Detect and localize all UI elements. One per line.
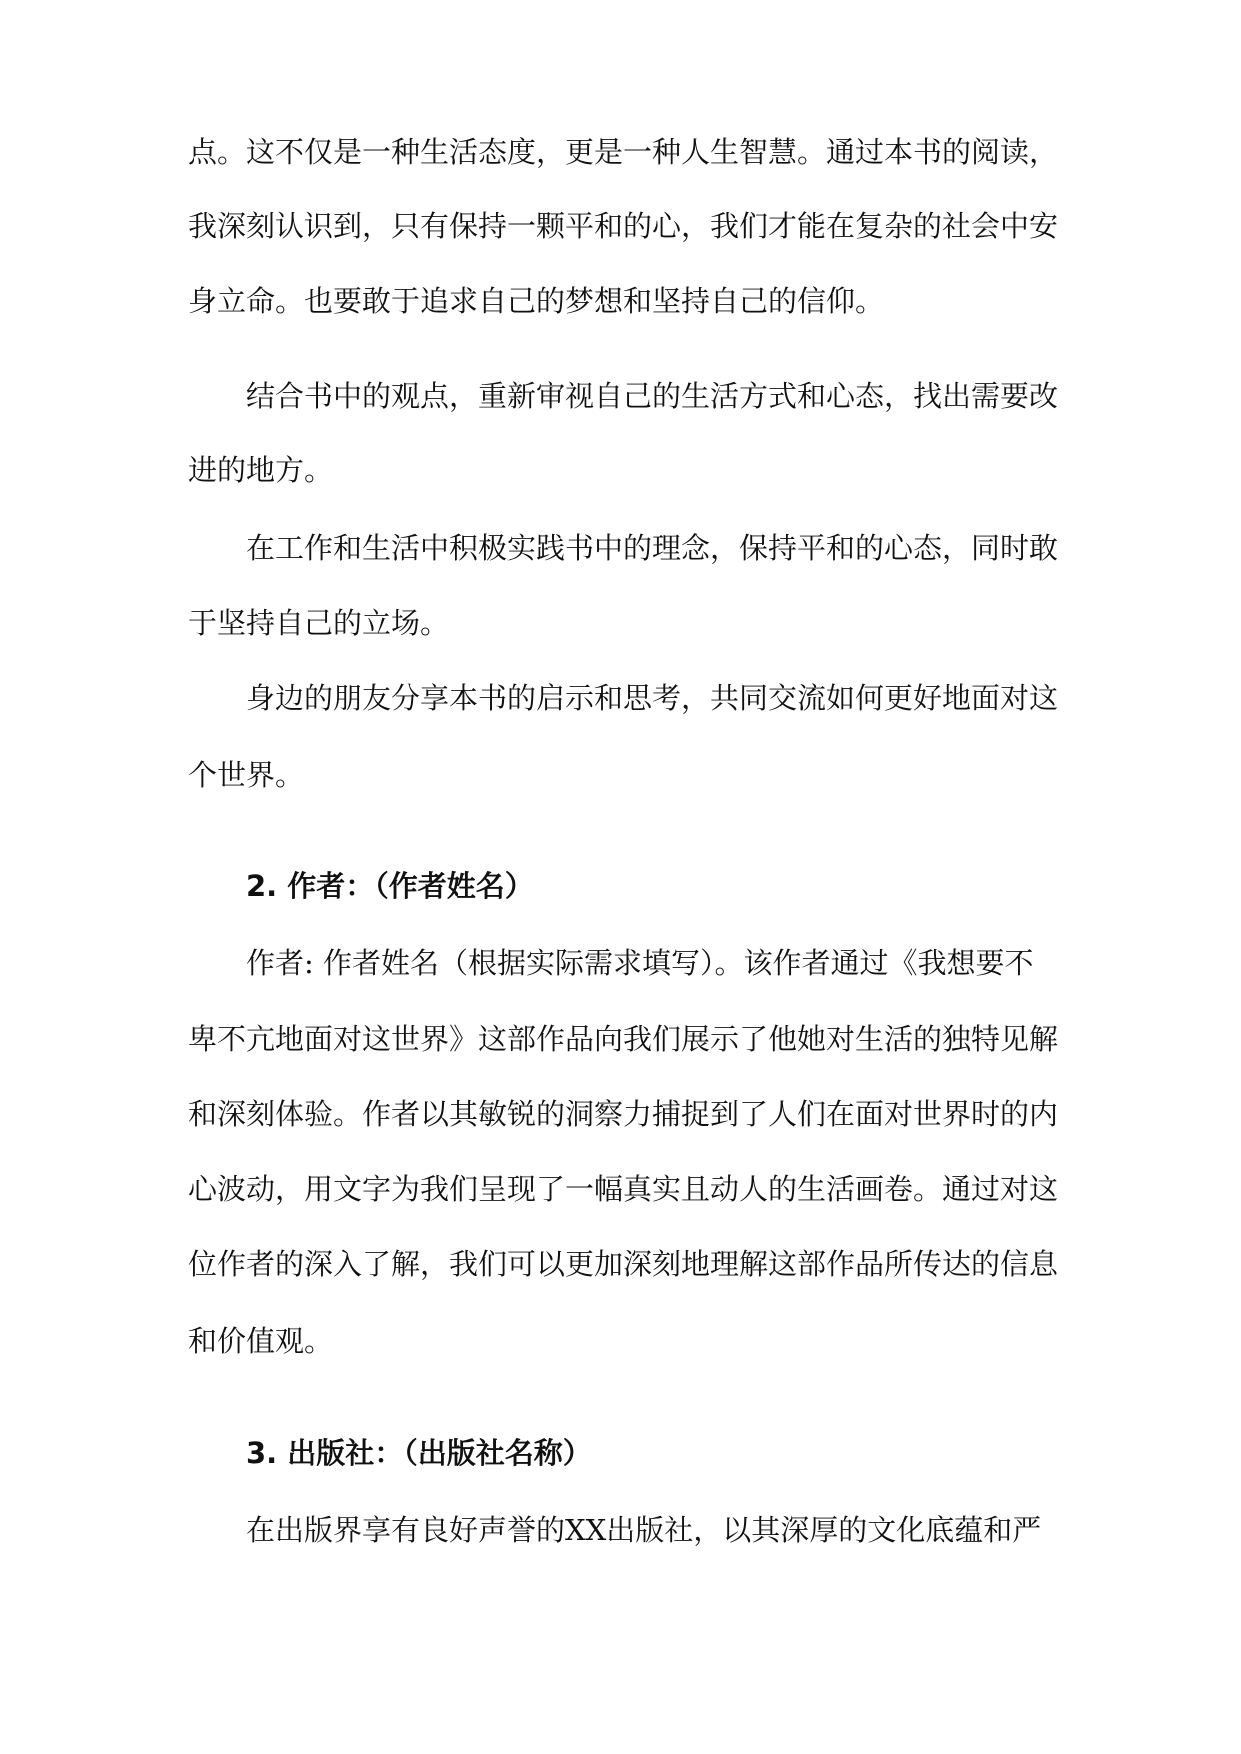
paragraph-line: 结合书中的观点，重新审视自己的生活方式和心态，找出需要改 xyxy=(246,379,1059,413)
paragraph-line: 在出版界享有良好声誉的XX出版社，以其深厚的文化底蕴和严 xyxy=(246,1513,1042,1547)
paragraph-line: 卑不亢地面对这世界》这部作品向我们展示了他她对生活的独特见解 xyxy=(188,1022,1059,1056)
paragraph-line: 在工作和生活中积极实践书中的理念，保持平和的心态，同时敢 xyxy=(246,531,1059,565)
paragraph-line: 和价值观。 xyxy=(188,1324,334,1358)
section-heading-author: 2. 作者：（作者姓名） xyxy=(246,869,534,903)
paragraph-line: 我深刻认识到，只有保持一颗平和的心，我们才能在复杂的社会中安 xyxy=(188,209,1059,243)
paragraph-line: 于坚持自己的立场。 xyxy=(188,606,450,640)
paragraph-line: 个世界。 xyxy=(188,758,305,792)
paragraph-line: 身立命。也要敢于追求自己的梦想和坚持自己的信仰。 xyxy=(188,284,885,318)
section-heading-publisher: 3. 出版社：（出版社名称） xyxy=(246,1436,592,1470)
paragraph-line: 和深刻体验。作者以其敏锐的洞察力捕捉到了人们在面对世界时的内 xyxy=(188,1097,1059,1131)
paragraph-line: 心波动，用文字为我们呈现了一幅真实且动人的生活画卷。通过对这 xyxy=(188,1172,1059,1206)
paragraph-line: 点。这不仅是一种生活态度，更是一种人生智慧。通过本书的阅读， xyxy=(188,135,1059,169)
paragraph-line: 身边的朋友分享本书的启示和思考，共同交流如何更好地面对这 xyxy=(246,681,1059,715)
paragraph-line: 位作者的深入了解，我们可以更加深刻地理解这部作品所传达的信息 xyxy=(188,1247,1059,1281)
paragraph-line: 进的地方。 xyxy=(188,453,334,487)
paragraph-line: 作者: 作者姓名（根据实际需求填写）。该作者通过《我想要不 xyxy=(246,946,1034,980)
